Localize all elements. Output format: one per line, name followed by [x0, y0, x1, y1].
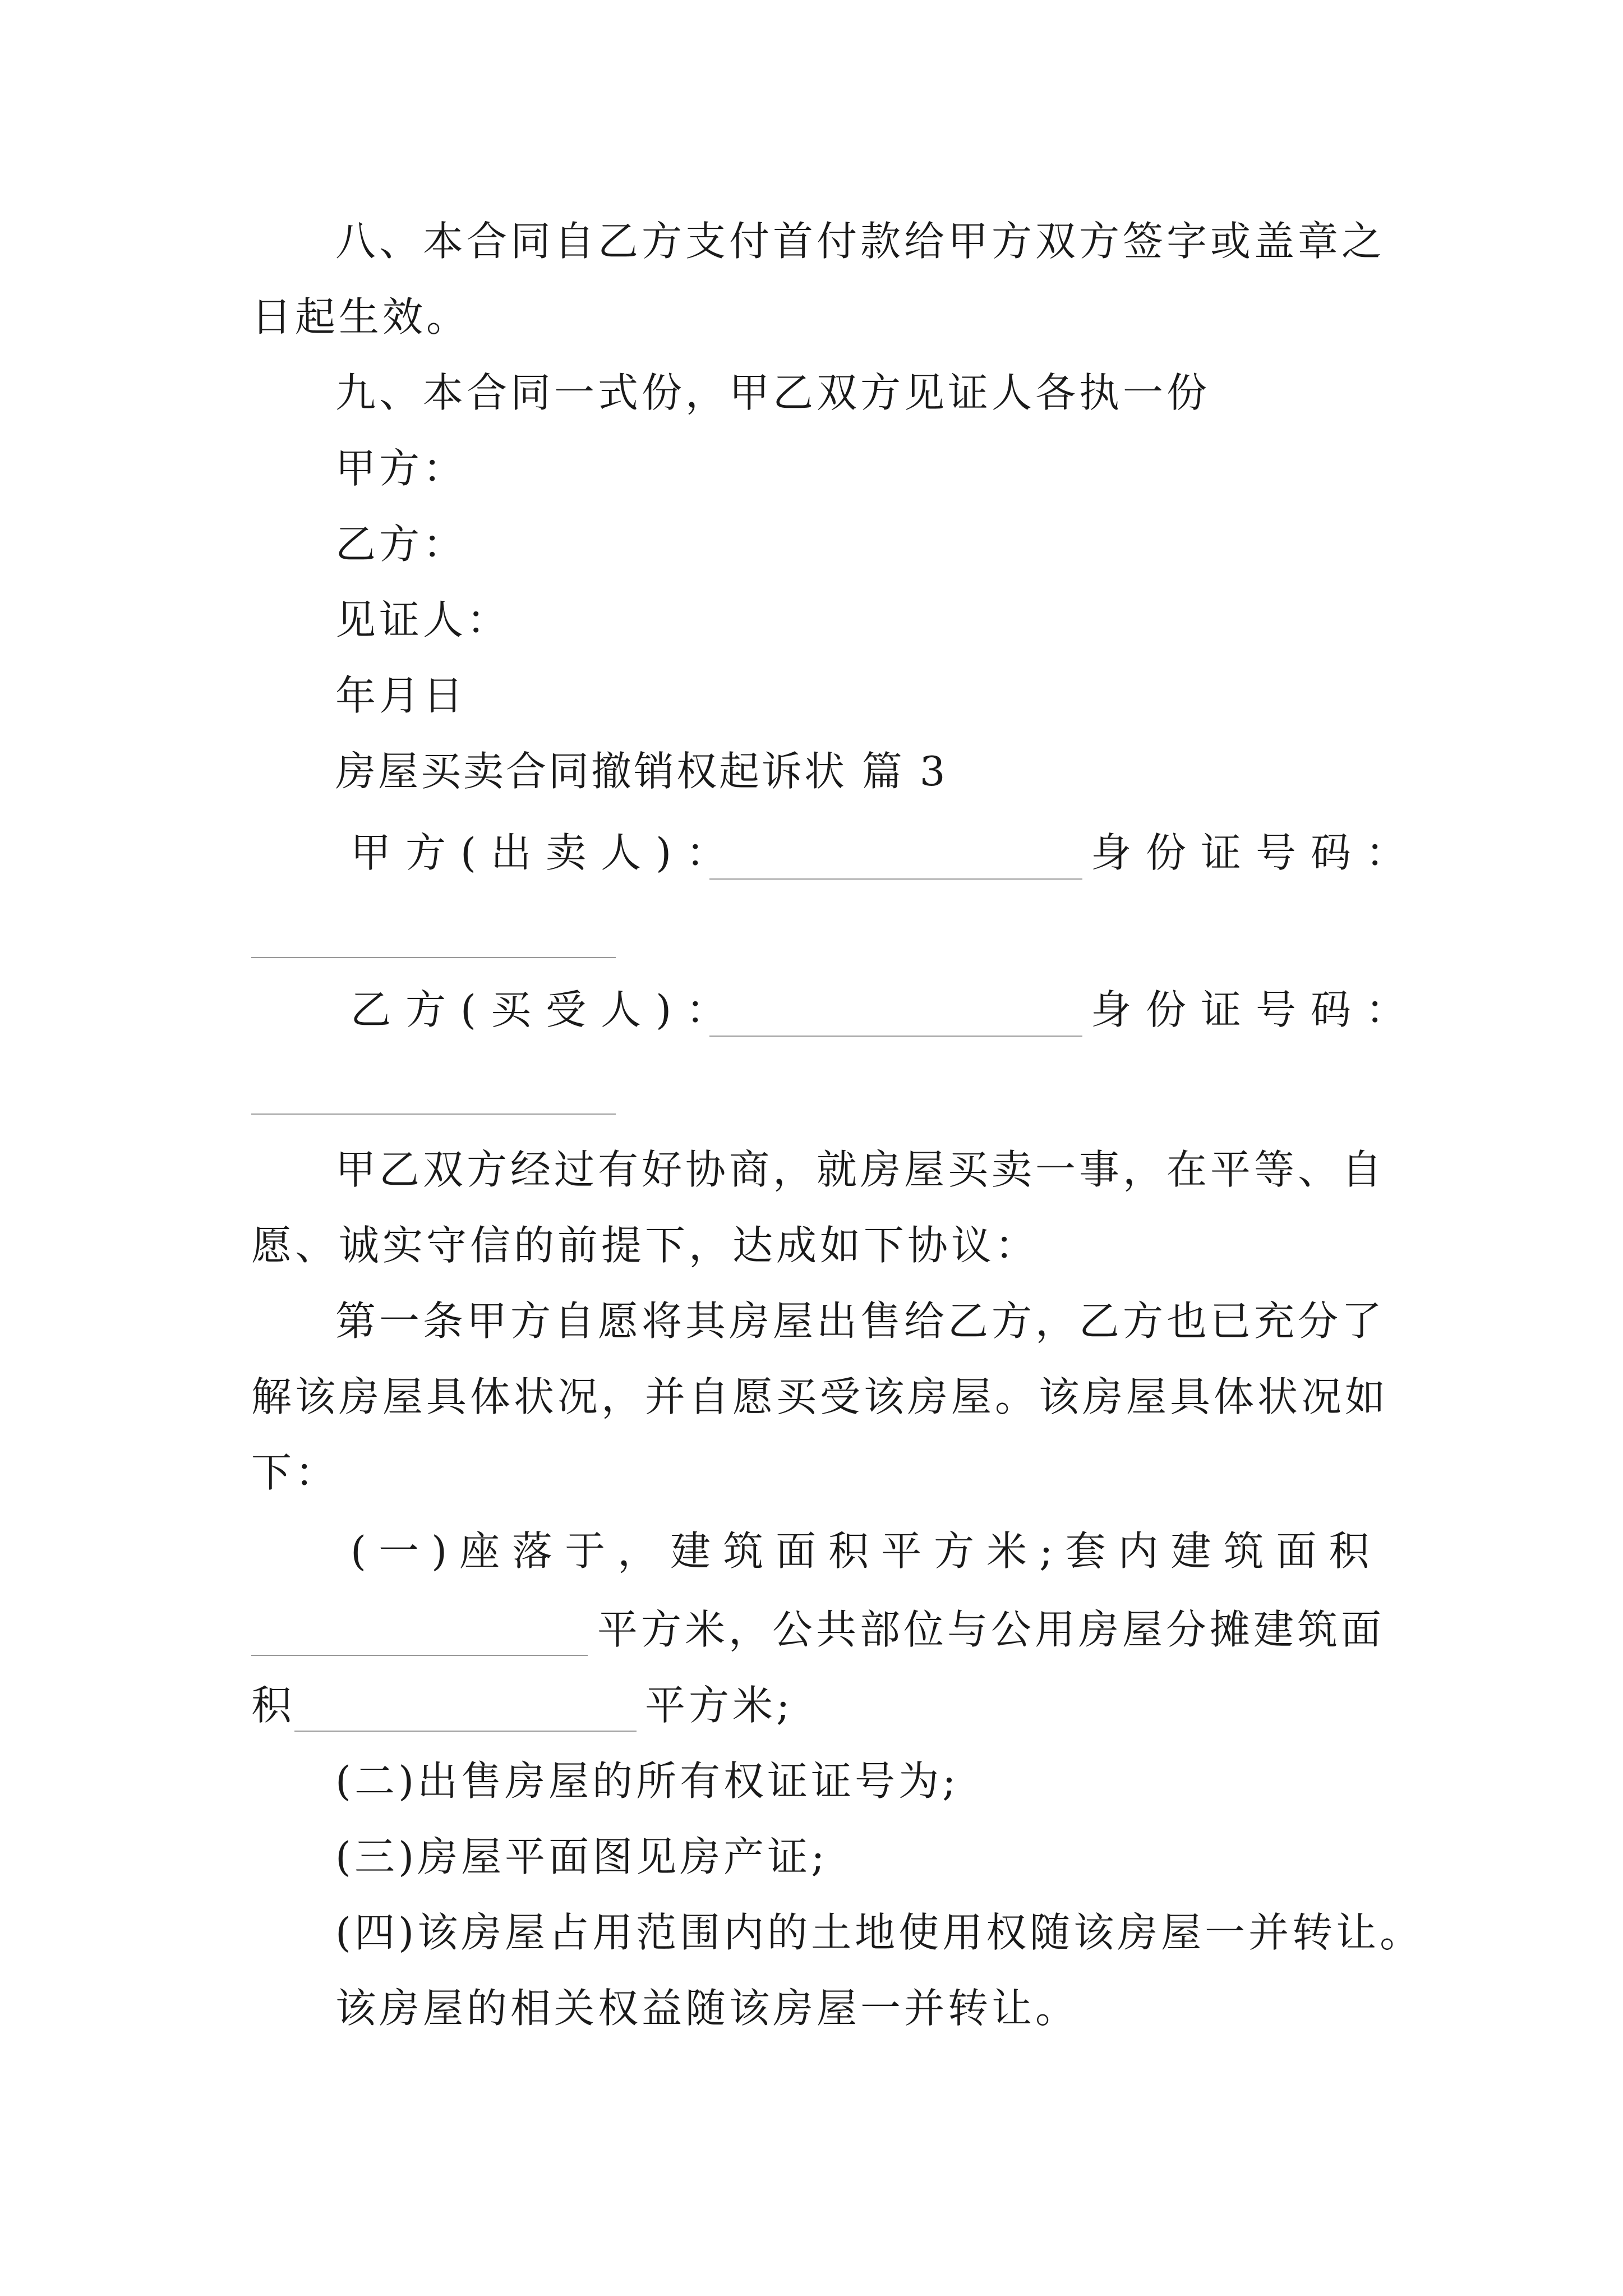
seller-label: 甲方(出卖人)： — [351, 829, 741, 876]
clause9: 九、本合同一式份，甲乙双方见证人各执一份 — [335, 369, 1211, 416]
item1-line3-prefix: 积 — [251, 1682, 296, 1729]
item1-line1: (一)座落于，建筑面积平方米;套内建筑面积 — [351, 1527, 1382, 1575]
preamble-line2: 愿、诚实守信的前提下，达成如下协议： — [251, 1222, 1039, 1269]
buyer-id-blank — [251, 1114, 616, 1115]
article1-line2: 解该房屋具体状况，并自愿买受该房屋。该房屋具体状况如 — [251, 1373, 1389, 1420]
clause8-line2: 日起生效。 — [251, 293, 471, 341]
party-b-signature: 乙方： — [335, 521, 467, 568]
section-title: 房屋买卖合同撤销权起诉状 篇 3 — [335, 748, 948, 795]
article1-line1: 第一条甲方自愿将其房屋出售给乙方，乙方也已充分了 — [335, 1297, 1386, 1345]
item1-line3-suffix: 平方米; — [645, 1682, 794, 1729]
buyer-name-blank — [709, 1036, 1082, 1037]
item2: (二)出售房屋的所有权证证号为; — [335, 1757, 960, 1805]
item3: (三)房屋平面图见房产证; — [335, 1833, 828, 1880]
seller-id-label: 身份证号码： — [1091, 829, 1421, 876]
shared-area-blank — [294, 1731, 637, 1732]
date-line: 年月日 — [335, 672, 467, 719]
closing-line: 该房屋的相关权益随该房屋一并转让。 — [335, 1985, 1080, 2032]
item1-line2: 平方米，公共部位与公用房屋分摊建筑面 — [597, 1606, 1385, 1653]
seller-id-blank — [251, 957, 616, 958]
clause8-line1: 八、本合同自乙方支付首付款给甲方双方签字或盖章之 — [335, 218, 1386, 265]
seller-name-blank — [709, 878, 1082, 880]
party-a-signature: 甲方： — [335, 445, 467, 492]
article1-line3: 下： — [251, 1449, 339, 1496]
item4: (四)该房屋占用范围内的土地使用权随该房屋一并转让。 — [335, 1909, 1424, 1956]
buyer-label: 乙方(买受人)： — [351, 986, 741, 1033]
inner-area-blank — [251, 1655, 588, 1656]
witness-signature: 见证人： — [335, 596, 511, 643]
preamble-line1: 甲乙双方经过有好协商，就房屋买卖一事，在平等、自 — [335, 1146, 1386, 1193]
buyer-id-label: 身份证号码： — [1091, 986, 1421, 1033]
